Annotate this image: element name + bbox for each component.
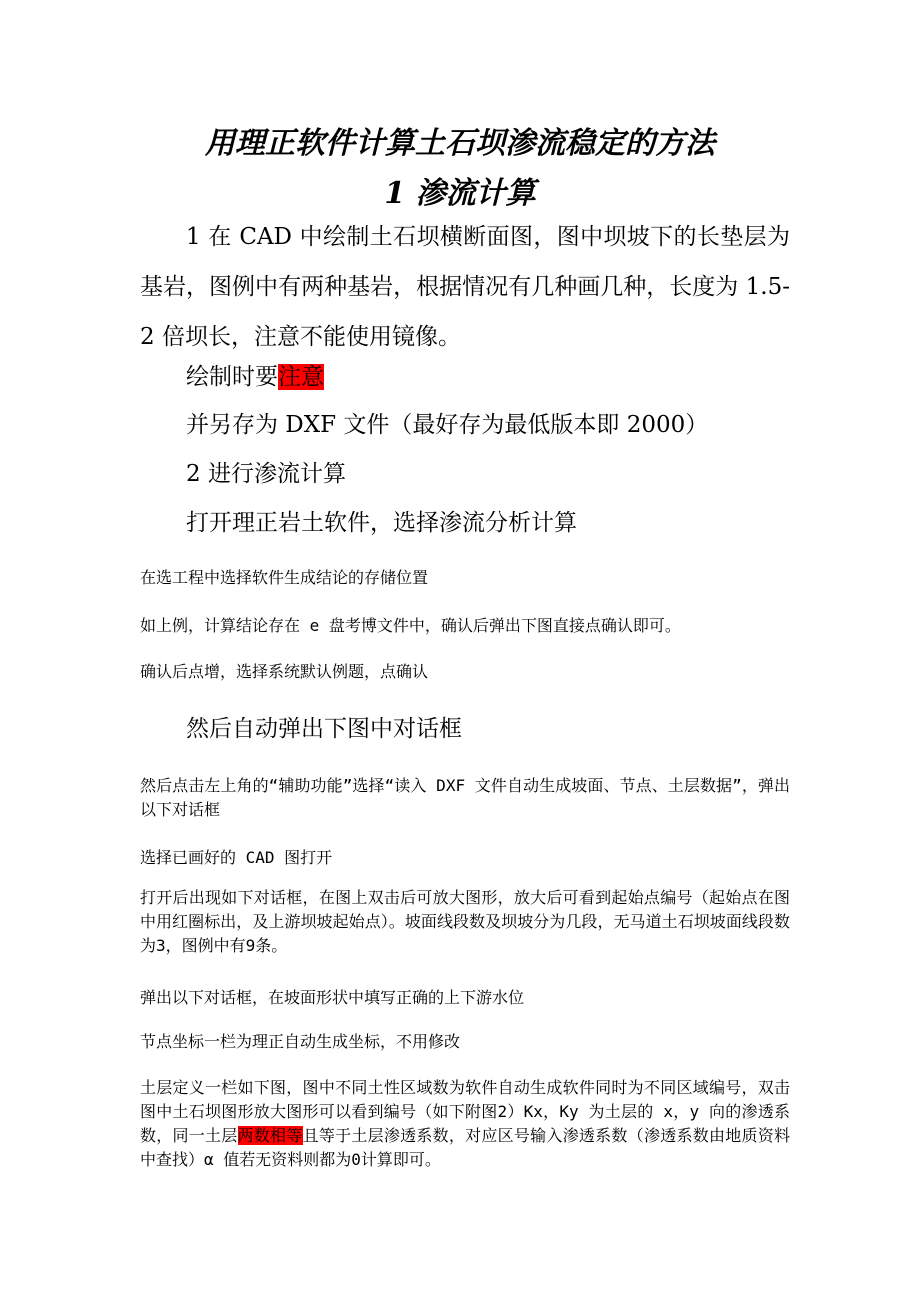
paragraph-step-2: 2 进行渗流计算 — [186, 461, 346, 487]
drawing-note-text: 绘制时要 — [186, 364, 278, 390]
paragraph-save-dxf: 并另存为 DXF 文件（最好存为最低版本即 2000） — [186, 412, 709, 438]
soil-layers-text-a: 土层定义一栏如下图，图中不同土性区域数为软件自动生成软件同时为不同区域编号，双击图中土石坝图形放大图形可以看到编号（如下附图2）Kx，Ky 为土层的 x，y 向的渗透系数，同一土层 — [140, 1078, 790, 1145]
paragraph-example-location: 如上例，计算结论存在 e 盘考博文件中，确认后弹出下图直接点确认即可。 — [140, 616, 681, 635]
highlighted-equal: 两数相等 — [237, 1126, 303, 1145]
paragraph-drawing-note — [140, 352, 324, 402]
paragraph-open-software: 打开理正岩土软件，选择渗流分析计算 — [186, 510, 577, 536]
section-heading: 1 渗流计算 — [384, 176, 536, 211]
paragraph-aux-function: 然后点击左上角的“辅助功能”选择“读入 DXF 文件自动生成坡面、节点、土层数据”，弹出以下对话框 — [140, 776, 790, 819]
paragraph-select-project: 在选工程中选择软件生成结论的存储位置 — [140, 568, 429, 587]
paragraph-start-point: 打开后出现如下对话框，在图上双击后可放大图形，放大后可看到起始点编号（起始点在图中用红圈标出，及上游坝坡起始点）。坡面线段数及坝坡分为几段，无马道土石坝坡面线段数为3，图例中有9条。 — [140, 888, 790, 955]
paragraph-water-level: 弹出以下对话框，在坡面形状中填写正确的上下游水位 — [140, 988, 525, 1007]
paragraph-node-coords: 节点坐标一栏为理正自动生成坐标，不用修改 — [140, 1032, 461, 1051]
paragraph-add-example: 确认后点增，选择系统默认例题，点确认 — [140, 662, 429, 681]
document-title: 用理正软件计算土石坝渗流稳定的方法 — [205, 126, 715, 161]
paragraph-soil-layers — [140, 1076, 790, 1172]
paragraph-dialog-popup: 然后自动弹出下图中对话框 — [186, 716, 462, 742]
highlighted-note: 注意 — [278, 364, 324, 390]
soil-layers-text-b: 且等于土层渗透系数，对应区号输入渗透系数（渗透系数由地质资料中查找）α 值若无资料则都为0计算即可。 — [140, 1126, 790, 1169]
paragraph-open-cad: 选择已画好的 CAD 图打开 — [140, 848, 333, 867]
paragraph-cad-drawing: 1 在 CAD 中绘制土石坝横断面图，图中坝坡下的长垫层为基岩，图例中有两种基岩，根据情况有几种画几种，长度为 1.5-2 倍坝长，注意不能使用镜像。 — [140, 224, 790, 350]
